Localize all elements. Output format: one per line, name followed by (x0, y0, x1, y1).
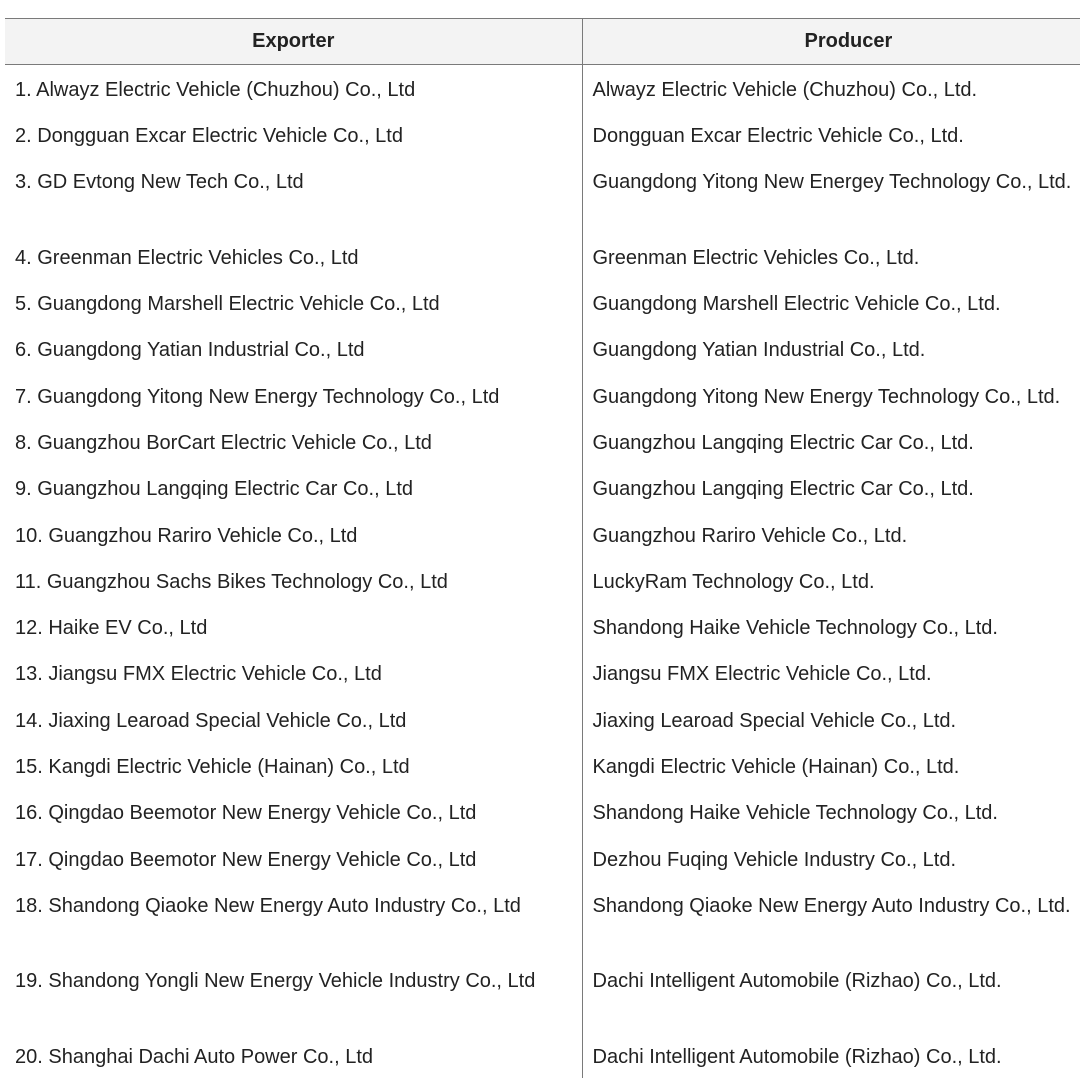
table-row (5, 464, 1080, 510)
table-row (5, 157, 1080, 233)
cell-producer: Dachi Intelligent Automobile (Rizhao) Co., Ltd. (582, 956, 1080, 1032)
table-header (5, 19, 1080, 65)
cell-producer: Jiaxing Learoad Special Vehicle Co., Ltd. (582, 696, 1080, 742)
cell-exporter: 3. GD Evtong New Tech Co., Ltd (5, 157, 582, 233)
table-row (5, 511, 1080, 557)
table-body (5, 65, 1080, 1078)
cell-producer: LuckyRam Technology Co., Ltd. (582, 557, 1080, 603)
table-row (5, 233, 1080, 279)
cell-exporter: 4. Greenman Electric Vehicles Co., Ltd (5, 233, 582, 279)
cell-producer: Shandong Haike Vehicle Technology Co., Ltd. (582, 603, 1080, 649)
cell-producer: Greenman Electric Vehicles Co., Ltd. (582, 233, 1080, 279)
cell-producer: Guangzhou Rariro Vehicle Co., Ltd. (582, 511, 1080, 557)
exporter-producer-table-wrapper (5, 18, 1080, 1078)
cell-exporter: 14. Jiaxing Learoad Special Vehicle Co., Ltd (5, 696, 582, 742)
table-row (5, 325, 1080, 371)
cell-producer: Guangdong Marshell Electric Vehicle Co., Ltd. (582, 279, 1080, 325)
table-row (5, 557, 1080, 603)
table-row (5, 742, 1080, 788)
cell-exporter: 8. Guangzhou BorCart Electric Vehicle Co., Ltd (5, 418, 582, 464)
cell-producer: Jiangsu FMX Electric Vehicle Co., Ltd. (582, 649, 1080, 695)
cell-exporter: 16. Qingdao Beemotor New Energy Vehicle Co., Ltd (5, 788, 582, 834)
cell-producer: Guangzhou Langqing Electric Car Co., Ltd. (582, 418, 1080, 464)
cell-producer: Dezhou Fuqing Vehicle Industry Co., Ltd. (582, 835, 1080, 881)
table-row (5, 1032, 1080, 1078)
table-row (5, 881, 1080, 957)
table-row (5, 279, 1080, 325)
cell-producer: Guangdong Yitong New Energy Technology Co., Ltd. (582, 372, 1080, 418)
cell-producer: Shandong Haike Vehicle Technology Co., Ltd. (582, 788, 1080, 834)
table-row (5, 696, 1080, 742)
cell-exporter: 6. Guangdong Yatian Industrial Co., Ltd (5, 325, 582, 371)
table-row (5, 418, 1080, 464)
cell-producer: Guangzhou Langqing Electric Car Co., Ltd. (582, 464, 1080, 510)
table-row (5, 65, 1080, 112)
table-row (5, 111, 1080, 157)
table-row (5, 835, 1080, 881)
cell-producer: Dachi Intelligent Automobile (Rizhao) Co., Ltd. (582, 1032, 1080, 1078)
cell-producer: Kangdi Electric Vehicle (Hainan) Co., Ltd. (582, 742, 1080, 788)
cell-exporter: 19. Shandong Yongli New Energy Vehicle Industry Co., Ltd (5, 956, 582, 1032)
cell-producer: Guangdong Yatian Industrial Co., Ltd. (582, 325, 1080, 371)
cell-exporter: 12. Haike EV Co., Ltd (5, 603, 582, 649)
cell-exporter: 18. Shandong Qiaoke New Energy Auto Industry Co., Ltd (5, 881, 582, 957)
cell-producer: Dongguan Excar Electric Vehicle Co., Ltd. (582, 111, 1080, 157)
table-row (5, 649, 1080, 695)
table-row (5, 956, 1080, 1032)
table-row (5, 372, 1080, 418)
table-row (5, 603, 1080, 649)
header-row (5, 19, 1080, 65)
header-exporter: Exporter (5, 19, 582, 65)
cell-exporter: 11. Guangzhou Sachs Bikes Technology Co., Ltd (5, 557, 582, 603)
cell-exporter: 2. Dongguan Excar Electric Vehicle Co., Ltd (5, 111, 582, 157)
cell-exporter: 17. Qingdao Beemotor New Energy Vehicle Co., Ltd (5, 835, 582, 881)
cell-exporter: 20. Shanghai Dachi Auto Power Co., Ltd (5, 1032, 582, 1078)
cell-exporter: 9. Guangzhou Langqing Electric Car Co., Ltd (5, 464, 582, 510)
cell-exporter: 7. Guangdong Yitong New Energy Technology Co., Ltd (5, 372, 582, 418)
cell-exporter: 5. Guangdong Marshell Electric Vehicle Co., Ltd (5, 279, 582, 325)
exporter-producer-table (5, 18, 1080, 1078)
cell-exporter: 13. Jiangsu FMX Electric Vehicle Co., Ltd (5, 649, 582, 695)
header-producer: Producer (582, 19, 1080, 65)
cell-exporter: 15. Kangdi Electric Vehicle (Hainan) Co., Ltd (5, 742, 582, 788)
cell-exporter: 1. Alwayz Electric Vehicle (Chuzhou) Co., Ltd (5, 65, 582, 112)
cell-exporter: 10. Guangzhou Rariro Vehicle Co., Ltd (5, 511, 582, 557)
cell-producer: Guangdong Yitong New Energey Technology Co., Ltd. (582, 157, 1080, 233)
cell-producer: Shandong Qiaoke New Energy Auto Industry Co., Ltd. (582, 881, 1080, 957)
cell-producer: Alwayz Electric Vehicle (Chuzhou) Co., Ltd. (582, 65, 1080, 112)
table-row (5, 788, 1080, 834)
